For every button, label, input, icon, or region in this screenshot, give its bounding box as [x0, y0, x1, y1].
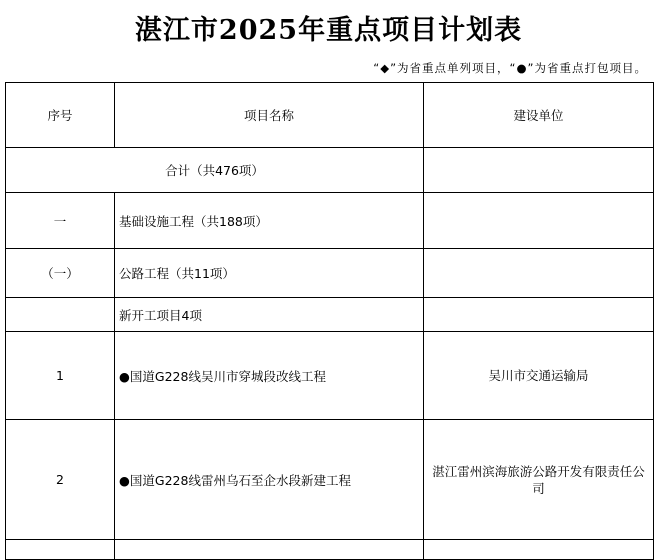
category-unit-cell — [424, 193, 654, 249]
project-name: ●国道G228线吴川市穿城段改线工程 — [115, 332, 424, 420]
total-unit-cell — [424, 148, 654, 193]
project-table — [5, 82, 654, 560]
header-name: 项目名称 — [115, 83, 424, 148]
group-unit-cell — [424, 298, 654, 332]
subcategory-name: 公路工程（共11项） — [115, 249, 424, 298]
project-unit: 湛江雷州滨海旅游公路开发有限责任公司 — [424, 420, 654, 540]
subcategory-unit-cell — [424, 249, 654, 298]
header-unit: 建设单位 — [424, 83, 654, 148]
total-label: 合计（共476项） — [6, 148, 424, 193]
group-seq-cell — [6, 298, 115, 332]
category-name: 基础设施工程（共188项） — [115, 193, 424, 249]
table-header-row — [6, 83, 654, 148]
project-unit: 吴川市交通运输局 — [424, 332, 654, 420]
project-seq: 1 — [6, 332, 115, 420]
row-cell — [6, 540, 115, 560]
page-title: 湛江市2025年重点项目计划表 — [134, 15, 523, 46]
category-seq: 一 — [6, 193, 115, 249]
table-row — [6, 332, 654, 420]
project-seq: 2 — [6, 420, 115, 540]
table-row-category — [6, 193, 654, 249]
row-cell — [115, 540, 424, 560]
table-row — [6, 420, 654, 540]
table-row — [6, 540, 654, 560]
project-name: ●国道G228线雷州乌石至企水段新建工程 — [115, 420, 424, 540]
table-row-total — [6, 148, 654, 193]
row-cell — [424, 540, 654, 560]
legend-note: “◆”为省重点单列项目，“●”为省重点打包项目。 — [373, 61, 647, 75]
table-row-group — [6, 298, 654, 332]
header-seq: 序号 — [6, 83, 115, 148]
table-row-subcategory — [6, 249, 654, 298]
group-label: 新开工项目4项 — [115, 298, 424, 332]
subcategory-seq: （一） — [6, 249, 115, 298]
